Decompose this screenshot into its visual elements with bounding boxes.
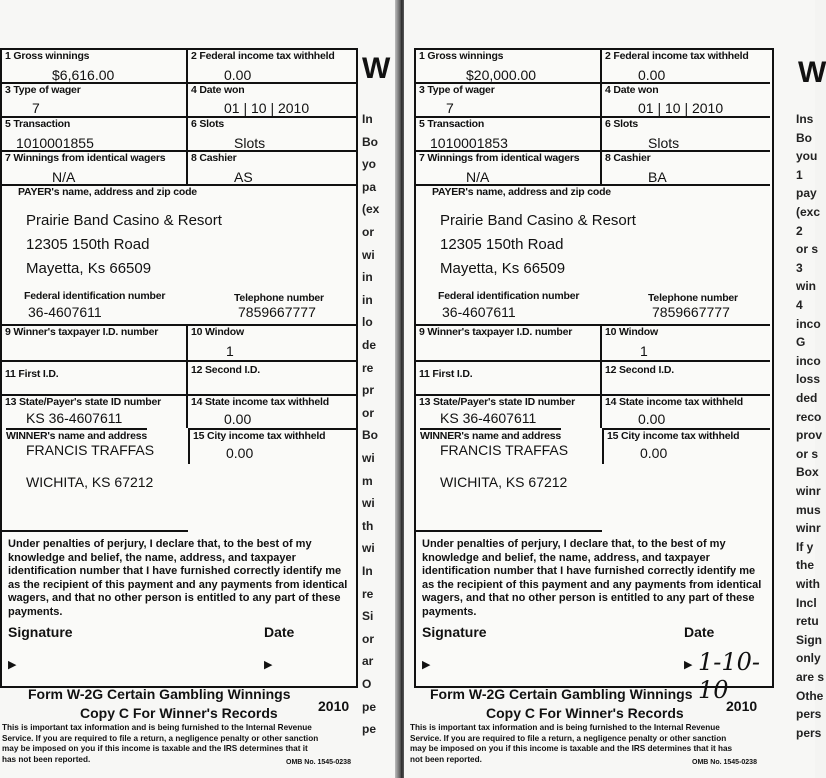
box4-value: 01 | 10 | 2010 — [224, 100, 310, 116]
margin-text-fragment: pe — [362, 699, 377, 714]
margin-text-fragment: or s — [796, 242, 819, 257]
margin-text-fragment: only — [796, 651, 821, 666]
payer-name: Prairie Band Casino & Resort — [26, 212, 222, 229]
fed-id-label: Federal identification number — [438, 290, 580, 302]
margin-text-fragment: In — [362, 112, 373, 126]
box9-winner-tin — [416, 326, 602, 362]
margin-text-fragment: pe — [362, 722, 377, 737]
box2-value: 0.00 — [638, 67, 666, 83]
margin-text-fragment: wi — [362, 451, 375, 465]
box10-window — [188, 326, 356, 362]
box4-label: 4 Date won — [191, 84, 245, 96]
margin-text-fragment: G — [796, 335, 806, 350]
box7-value: N/A — [52, 169, 76, 185]
payer-name: Prairie Band Casino & Resort — [440, 212, 636, 229]
margin-text-fragment: wi — [362, 496, 375, 511]
box5-transaction — [416, 118, 602, 152]
margin-text-fragment: mus — [796, 502, 821, 517]
margin-text-fragment: inco — [796, 353, 821, 368]
margin-text-fragment: winr — [796, 484, 821, 498]
margin-text-fragment: re — [362, 586, 374, 601]
box5-label: 5 Transaction — [419, 118, 485, 130]
margin-text-fragment: 4 — [796, 298, 803, 312]
box6-label: 6 Slots — [605, 118, 639, 130]
box13-value: KS 36-4607611 — [26, 410, 123, 426]
copy-title: Copy C For Winner's Records — [486, 705, 684, 721]
margin-text-fragment: in — [362, 270, 373, 285]
margin-text-fragment: Si — [362, 609, 374, 624]
box2-federal-tax — [188, 50, 356, 84]
box13-state-id — [2, 396, 188, 428]
margin-text-fragment: (ex — [362, 202, 380, 217]
box13-label: 13 State/Payer's state ID number — [419, 396, 576, 408]
payer-label: PAYER's name, address and zip code — [18, 186, 197, 198]
payer-label: PAYER's name, address and zip code — [432, 186, 611, 198]
form-title: Form W-2G Certain Gambling Winnings — [28, 686, 291, 702]
margin-text-fragment: In — [362, 564, 373, 578]
payer-block — [2, 186, 356, 326]
box12-second-id — [602, 362, 770, 396]
left-margin-heading: W — [362, 52, 391, 85]
signature-label: Signature — [422, 624, 487, 640]
box8-cashier — [602, 152, 770, 186]
margin-text-fragment: prov — [796, 428, 823, 443]
box12-label: 12 Second I.D. — [605, 364, 674, 376]
box2-federal-tax — [602, 50, 770, 84]
box1-value: $6,616.00 — [52, 67, 115, 83]
margin-text-fragment: (exc — [796, 205, 821, 219]
box2-value: 0.00 — [224, 67, 252, 83]
margin-text-fragment: wi — [362, 247, 375, 262]
winner-city: WICHITA, KS 67212 — [26, 474, 154, 490]
box10-window — [602, 326, 770, 362]
box14-value: 0.00 — [638, 411, 666, 427]
w2g-form-1 — [0, 48, 358, 688]
payer-street: 12305 150th Road — [26, 236, 150, 253]
box9-label: 9 Winner's taxpayer I.D. number — [419, 326, 573, 338]
box14-label: 14 State income tax withheld — [191, 396, 329, 408]
margin-text-fragment: yo — [362, 157, 377, 172]
margin-text-fragment: O — [362, 677, 372, 691]
box14-value: 0.00 — [224, 411, 252, 427]
box4-label: 4 Date won — [605, 84, 659, 96]
box1-gross-winnings — [416, 50, 602, 84]
box3-label: 3 Type of wager — [5, 84, 81, 96]
box7-label: 7 Winnings from identical wagers — [419, 152, 580, 164]
margin-text-fragment: wi — [362, 541, 375, 556]
winner-block — [416, 428, 602, 532]
payer-block — [416, 186, 770, 326]
box15-label: 15 City income tax withheld — [607, 430, 740, 442]
margin-text-fragment: with — [796, 577, 820, 591]
margin-text-fragment: Bo — [362, 428, 378, 443]
margin-text-fragment: de — [362, 338, 377, 352]
margin-text-fragment: pers — [796, 725, 822, 740]
box3-label: 3 Type of wager — [419, 84, 495, 96]
date-arrow-icon: ▶ — [684, 659, 693, 671]
margin-text-fragment: or — [362, 225, 374, 239]
margin-text-fragment: Incl — [796, 595, 817, 610]
box15-value: 0.00 — [640, 445, 668, 461]
margin-text-fragment: Bo — [796, 130, 812, 145]
signed-date: 1-10-10 — [698, 648, 761, 704]
margin-text-fragment: 3 — [796, 260, 803, 275]
box15-label: 15 City income tax withheld — [193, 430, 326, 442]
box14-state-tax — [602, 396, 770, 430]
box15-city-tax — [602, 430, 770, 464]
phone-label: Telephone number — [234, 292, 324, 304]
footer-notice: This is important tax information and is being furnished to the Internal Revenue Service. If you are required to file a return, a negligence penalty or other sanction may be imposed on you if this income is taxable and the IRS determines that it has not been reported. — [410, 723, 733, 764]
box9-winner-tin — [2, 326, 188, 362]
margin-text-fragment: or s — [796, 446, 819, 461]
winner-label: WINNER's name and address — [6, 430, 148, 442]
box14-state-tax — [188, 396, 356, 430]
margin-text-fragment: win — [796, 279, 816, 294]
margin-text-fragment: ded — [796, 391, 818, 405]
box4-date-won — [188, 84, 356, 118]
box1-gross-winnings — [2, 50, 188, 84]
box3-type-of-wager — [416, 84, 602, 118]
margin-text-fragment: winr — [796, 521, 821, 536]
box8-value: AS — [234, 169, 253, 185]
box8-cashier — [188, 152, 356, 186]
omb-number: OMB No. 1545-0238 — [286, 759, 351, 766]
box12-second-id — [188, 362, 356, 396]
box2-label: 2 Federal income tax withheld — [605, 50, 749, 62]
margin-text-fragment: or — [362, 405, 374, 420]
box2-label: 2 Federal income tax withheld — [191, 50, 335, 62]
winner-city: WICHITA, KS 67212 — [440, 474, 568, 490]
box9-label: 9 Winner's taxpayer I.D. number — [5, 326, 159, 338]
box5-transaction — [2, 118, 188, 152]
margin-text-fragment: m — [362, 473, 373, 488]
margin-text-fragment: pers — [796, 707, 822, 722]
winner-block — [2, 428, 188, 532]
margin-text-fragment: Othe — [796, 688, 824, 703]
omb-number: OMB No. 1545-0238 — [692, 759, 757, 766]
box11-first-id — [416, 362, 602, 396]
box4-date-won — [602, 84, 770, 118]
perjury-statement: Under penalties of perjury, I declare that, to the best of my knowledge and belief, the name, address, and taxpayer identification number that I have furnished correctly identify me as the recipient of this payment and any payments from identical wagers, and that no other person is entitled to any part of these payments. — [422, 538, 762, 618]
margin-text-fragment: inco — [796, 316, 821, 331]
box3-value: 7 — [446, 100, 454, 116]
box13-value: KS 36-4607611 — [440, 410, 537, 426]
box8-label: 8 Cashier — [605, 152, 651, 164]
margin-text-fragment: you — [796, 149, 818, 164]
box15-value: 0.00 — [226, 445, 254, 461]
box10-value: 1 — [226, 343, 234, 359]
box6-slots — [188, 118, 356, 152]
box8-value: BA — [648, 169, 667, 185]
box12-label: 12 Second I.D. — [191, 364, 260, 376]
payer-city: Mayetta, Ks 66509 — [26, 260, 152, 277]
box10-label: 10 Window — [605, 326, 658, 338]
perjury-statement: Under penalties of perjury, I declare that, to the best of my knowledge and belief, the name, address, and taxpayer identification number that I have furnished correctly identify me as the recipient of this payment and any payments from identical wagers, and that no other person is entitled to any part of these payments. — [8, 538, 348, 618]
box15-city-tax — [188, 430, 356, 464]
form-year: 2010 — [726, 698, 758, 714]
margin-text-fragment: 1 — [796, 167, 803, 182]
winner-label: WINNER's name and address — [420, 430, 562, 442]
fed-id-label: Federal identification number — [24, 290, 166, 302]
margin-text-fragment: pa — [362, 179, 377, 194]
margin-text-fragment: are s — [796, 670, 825, 684]
box10-label: 10 Window — [191, 326, 244, 338]
box5-value: 1010001855 — [16, 135, 94, 151]
phone-label: Telephone number — [648, 292, 738, 304]
box7-identical-wagers — [416, 152, 602, 186]
signature-arrow-icon: ▶ — [8, 659, 17, 671]
margin-text-fragment: Bo — [362, 134, 378, 149]
box11-label: 11 First I.D. — [5, 368, 59, 380]
right-page — [404, 0, 826, 778]
form-title: Form W-2G Certain Gambling Winnings — [430, 686, 693, 702]
winner-name: FRANCIS TRAFFAS — [26, 442, 155, 458]
box7-value: N/A — [466, 169, 490, 185]
box6-value: Slots — [234, 135, 266, 151]
box7-identical-wagers — [2, 152, 188, 186]
box13-label: 13 State/Payer's state ID number — [5, 396, 162, 408]
margin-text-fragment: the — [796, 558, 814, 573]
margin-text-fragment: in — [362, 292, 373, 307]
margin-text-fragment: pay — [796, 186, 817, 201]
box5-value: 1010001853 — [430, 135, 508, 151]
box13-state-id — [416, 396, 602, 428]
payer-city: Mayetta, Ks 66509 — [440, 260, 566, 277]
right-margin-heading: W — [798, 56, 826, 89]
phone-value: 7859667777 — [238, 304, 316, 320]
margin-text-fragment: loss — [796, 372, 821, 387]
box7-label: 7 Winnings from identical wagers — [5, 152, 166, 164]
box14-label: 14 State income tax withheld — [605, 396, 743, 408]
margin-text-fragment: or — [362, 631, 374, 646]
box1-label: 1 Gross winnings — [419, 50, 504, 62]
margin-text-fragment: Ins — [796, 112, 814, 126]
box8-label: 8 Cashier — [191, 152, 237, 164]
margin-text-fragment: pr — [362, 383, 374, 398]
margin-text-fragment: lo — [362, 315, 373, 330]
date-label: Date — [684, 624, 715, 640]
fed-id-value: 36-4607611 — [28, 304, 102, 320]
margin-text-fragment: reco — [796, 409, 822, 424]
margin-text-fragment: retu — [796, 614, 819, 629]
margin-text-fragment: ar — [362, 654, 374, 669]
margin-text-fragment: If y — [796, 539, 814, 554]
box3-value: 7 — [32, 100, 40, 116]
margin-text-fragment: th — [362, 518, 374, 533]
signature-label: Signature — [8, 624, 73, 640]
box5-label: 5 Transaction — [5, 118, 71, 130]
left-page — [0, 0, 398, 778]
box10-value: 1 — [640, 343, 648, 359]
date-label: Date — [264, 624, 295, 640]
box6-slots — [602, 118, 770, 152]
margin-text-fragment: Sign — [796, 632, 822, 647]
box4-value: 01 | 10 | 2010 — [638, 100, 724, 116]
box11-first-id — [2, 362, 188, 396]
margin-text-fragment: Box — [796, 465, 819, 480]
margin-text-fragment: 2 — [796, 223, 803, 238]
copy-title: Copy C For Winner's Records — [80, 705, 278, 721]
signature-arrow-icon: ▶ — [422, 659, 431, 671]
box11-label: 11 First I.D. — [419, 368, 473, 380]
form-year: 2010 — [318, 698, 350, 714]
box6-label: 6 Slots — [191, 118, 225, 130]
box3-type-of-wager — [2, 84, 188, 118]
phone-value: 7859667777 — [652, 304, 730, 320]
payer-street: 12305 150th Road — [440, 236, 564, 253]
margin-text-fragment: re — [362, 360, 374, 375]
box1-value: $20,000.00 — [466, 67, 537, 83]
footer-notice: This is important tax information and is being furnished to the Internal Revenue Service. If you are required to file a return, a negligence penalty or other sanction may be imposed on you if this income is taxable and the IRS determines that it has not been reported. — [2, 723, 319, 764]
winner-name: FRANCIS TRAFFAS — [440, 442, 569, 458]
date-arrow-icon: ▶ — [264, 659, 273, 671]
box1-label: 1 Gross winnings — [5, 50, 90, 62]
box6-value: Slots — [648, 135, 680, 151]
fed-id-value: 36-4607611 — [442, 304, 516, 320]
